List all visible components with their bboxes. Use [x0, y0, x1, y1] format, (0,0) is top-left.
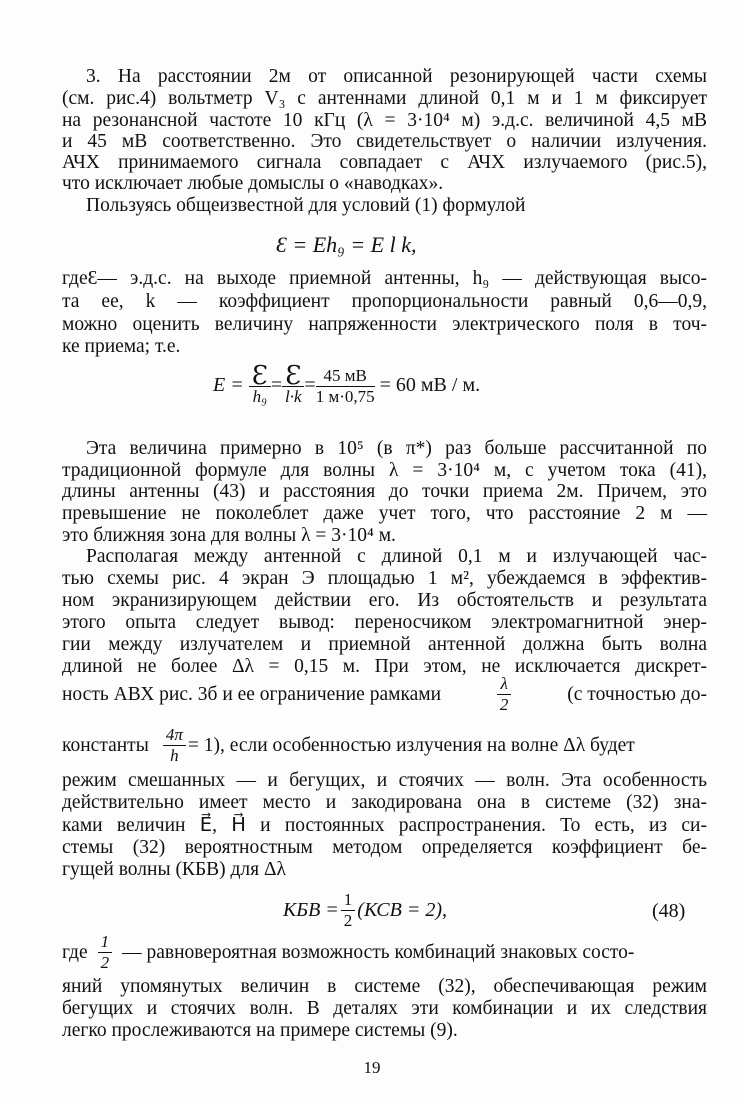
page-number: 19	[363, 1058, 381, 1077]
formula-emf: Ɛ = Eh₉ = E l k,	[276, 232, 417, 257]
fraction-lambda-half	[497, 674, 510, 715]
text-fragment: — равновероятная возможность комбинаций знаковых состо-	[122, 941, 635, 963]
formula-lhs: E =	[213, 374, 244, 397]
text-line: стемы (32) вероятностным методом определяется коэффициент бе-	[62, 837, 707, 858]
text-line: это ближняя зона для волны λ = 3·10⁴ м.	[62, 525, 396, 546]
text-fragment: ность АВХ рис. 3б и ее ограничение рамками	[62, 683, 442, 705]
fraction	[316, 366, 375, 407]
text-line: яний упомянутых величин в системе (32), обеспечивающая режим	[62, 976, 707, 997]
fraction	[249, 361, 271, 407]
text-line: гущей волны (КБВ) для Δλ	[62, 859, 287, 880]
fraction-numerator: λ	[497, 674, 510, 695]
formula-rhs: (КСВ = 2),	[357, 899, 448, 921]
text-line: традиционной формуле для волны λ = 3·10⁴ м, с учетом тока (41),	[62, 460, 707, 481]
fraction-numerator: 1	[341, 890, 356, 911]
fraction	[282, 361, 304, 407]
text-line: Располагая между антенной с длиной 0,1 м и излучающей час-	[86, 546, 707, 567]
equation-number: (48)	[652, 900, 686, 922]
text-line: гдеƐ— э.д.с. на выходе приемной антенны, h₉ — действующая высо-	[62, 268, 707, 289]
fraction-4pi-h	[163, 725, 186, 766]
text-line: действительно имеет место и закодирована она в системе (32) зна-	[62, 792, 707, 813]
text-fragment: (с точностью до-	[567, 683, 707, 705]
text-fragment: = 1), если особенностью излучения на волне Δλ будет	[187, 734, 635, 756]
fraction-numerator: 1	[98, 932, 113, 953]
fraction-numerator: Ɛ	[282, 366, 304, 387]
formula-kbv	[283, 890, 447, 931]
text-line: режим смешанных — и бегущих, и стоячих — волн. Эта особенность	[62, 770, 707, 791]
fraction-denominator: l·k	[285, 387, 302, 406]
text-line-fraction	[62, 932, 707, 973]
text-line: ками величин E⃗, H⃗ и постоянных распространения. То есть, из си-	[62, 815, 707, 836]
text-line: что исключает любые домыслы о «наводках».	[62, 173, 444, 194]
text-line: Пользуясь общеизвестной для условий (1) формулой	[86, 195, 526, 216]
text-line: на резонансной частоте 10 кГц (λ = 3·10⁴ м) э.д.с. величиной 4,5 мВ	[62, 110, 707, 131]
fraction-numerator: 4π	[163, 725, 186, 746]
fraction-numerator: 45 мВ	[316, 366, 375, 387]
text-line: бегущих и стоячих волн. В деталях эти комбинации и их следствия	[62, 998, 707, 1019]
text-line: гии между излучателем и приемной антенной должна быть волна	[62, 634, 707, 655]
fraction-one-half	[341, 890, 356, 931]
fraction-denominator: 2	[343, 911, 353, 930]
text-line: 3. На расстоянии 2м от описанной резонирующей части схемы	[86, 66, 707, 87]
text-line: этого опыта следует вывод: переносчиком электромагнитной энер-	[62, 612, 707, 633]
text-line: можно оценить величину напряженности электрического поля в точ-	[62, 314, 707, 335]
formula-lhs: КБВ =	[283, 899, 339, 921]
formula-rhs: = 60 мВ / м.	[379, 374, 481, 397]
text-line: легко прослеживаются на примере системы (9).	[62, 1020, 458, 1041]
text-line: длиной не более Δλ = 0,15 м. При этом, не исключается дискрет-	[62, 656, 707, 677]
fraction-denominator: h	[170, 746, 179, 765]
fraction-denominator: 1 м·0,75	[315, 387, 375, 406]
formula-field-strength: E = $\frac{Ɛ}{\text{h₉}}$ = $\frac{Ɛ}{l\cdot k}$ = $\frac{45 мВ}{1 м\cdot 0,75}$ = 60 мВ / м.	[213, 361, 481, 406]
text-line: ном экранизирующем действии его. Из обстоятельств и результата	[62, 590, 707, 611]
fraction-numerator: Ɛ	[249, 366, 271, 387]
fraction-denominator: 2	[499, 695, 509, 714]
text-line-fraction	[62, 725, 707, 766]
text-line: та ее, k — коэффициент пропорциональности равный 0,6—0,9,	[62, 291, 707, 312]
text-line: и 45 мВ соответственно. Это свидетельствует о наличии излучения.	[62, 131, 707, 152]
text-line: АЧХ принимаемого сигнала совпадает с АЧХ излучаемого (рис.5),	[62, 152, 707, 173]
text-line: тью схемы рис. 4 экран Э площадью 1 м², убеждаемся в эффектив-	[62, 568, 707, 589]
text-fragment: где	[62, 941, 88, 963]
fraction-denominator: h₉	[252, 387, 268, 406]
text-line: длины антенны (43) и расстояния до точки приема 2м. Причем, это	[62, 481, 707, 502]
text-line-fraction	[62, 674, 707, 715]
text-fragment: константы	[62, 734, 149, 756]
text-line: (см. рис.4) вольтметр V₃ с антеннами длиной 0,1 м и 1 м фиксирует	[62, 88, 707, 109]
text-line: Эта величина примерно в 10⁵ (в π*) раз больше рассчитанной по	[86, 438, 707, 459]
text-line: ке приема; т.е.	[62, 336, 181, 357]
text-line: превышение не поколеблет даже учет того, что расстояние 2 м —	[62, 503, 707, 524]
fraction-denominator: 2	[100, 953, 110, 972]
fraction-one-half	[98, 932, 113, 973]
